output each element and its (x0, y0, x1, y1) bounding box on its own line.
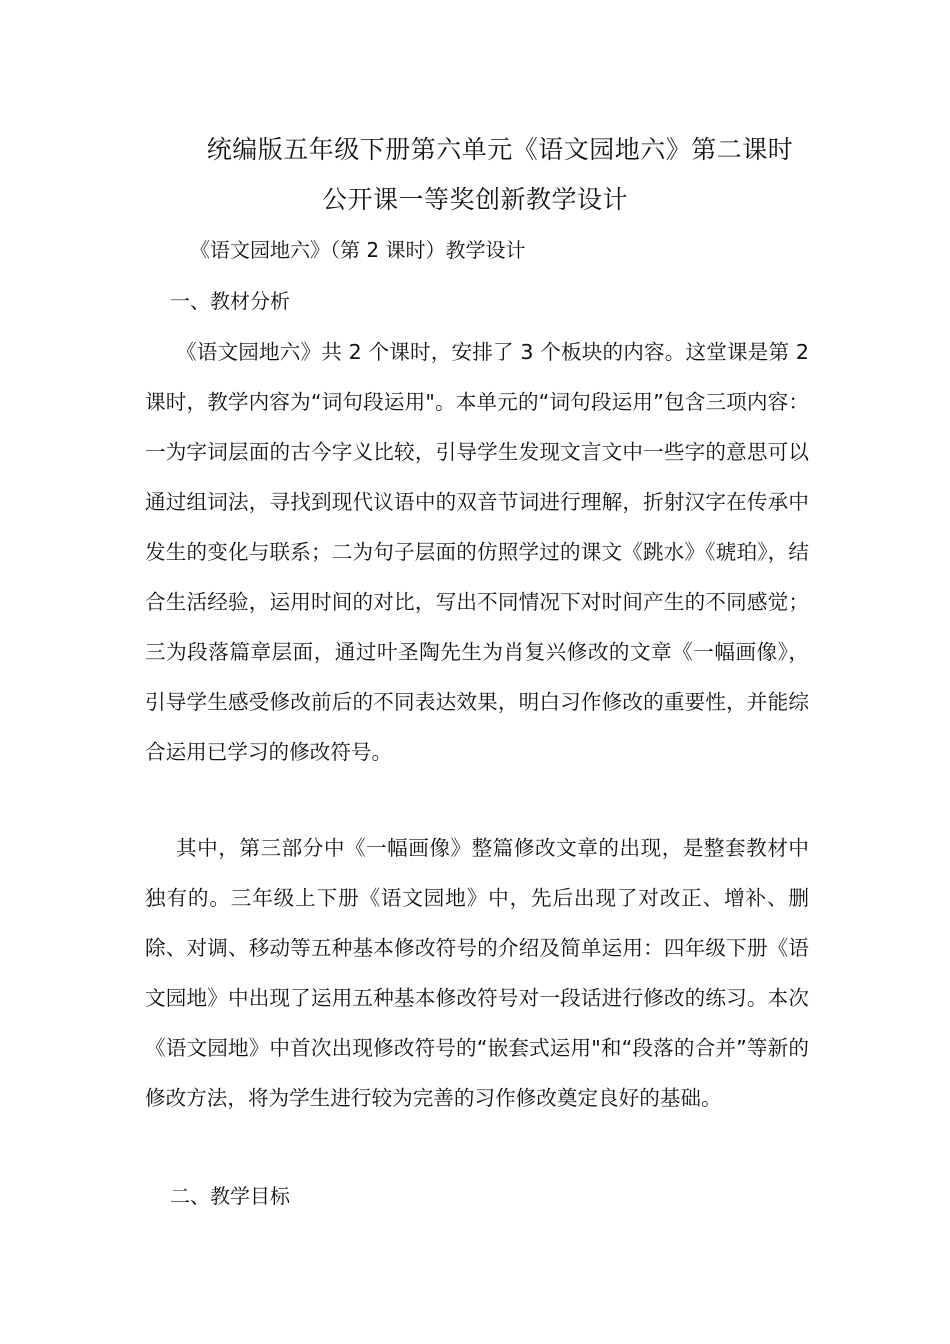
paragraph-revision-symbols: 其中，第三部分中《一幅画像》整篇修改文章的出现，是整套教材中独有的。三年级上下册《语文园地》中，先后出现了对改正、增补、删除、对调、移动等五种基本修改符号的介绍及简单运用：四年级下册《语文园地》中出现了运用五种基本修改符号对一段话进行修改的练习。本次《语文园地》中首次出现修改符号的“嵌套式运用"和“段落的合并”等新的修改方法，将为学生进行较为完善的习作修改奠定良好的基础。 (145, 836, 809, 1110)
paragraph-textbook-analysis: 《语文园地六》共 2 个课时，安排了 3 个板块的内容。这堂课是第 2 课时，教学内容为“词句段运用"。本单元的“词句段运用”包含三项内容：一为字词层面的古今字义比较，引导学生发现文言文中一些字的意思可以通过组词法，寻找到现代议语中的双音节词进行理解，折射汉字在传承中发生的变化与联系；二为句子层面的仿照学过的课文《跳水》《琥珀》，结合生活经验，运用时间的对比，写出不同情况下对时间产生的不同感觉；三为段落篇章层面，通过叶圣陶先生为肖复兴修改的文章《一幅画像》，引导学生感受修改前后的不同表达效果，明白习作修改的重要性，并能综合运用已学习的修改符号。 (145, 340, 809, 764)
section-heading-textbook-analysis: 一、教材分析 (170, 289, 290, 313)
document-title-line-2: 公开课一等奖创新教学设计 (321, 185, 628, 214)
document-title-line-1: 统编版五年级下册第六单元《语文园地六》第二课时 (206, 135, 794, 164)
document-subtitle: 《语文园地六》（第 2 课时）教学设计 (190, 238, 526, 262)
section-heading-teaching-goals: 二、教学目标 (170, 1184, 290, 1208)
